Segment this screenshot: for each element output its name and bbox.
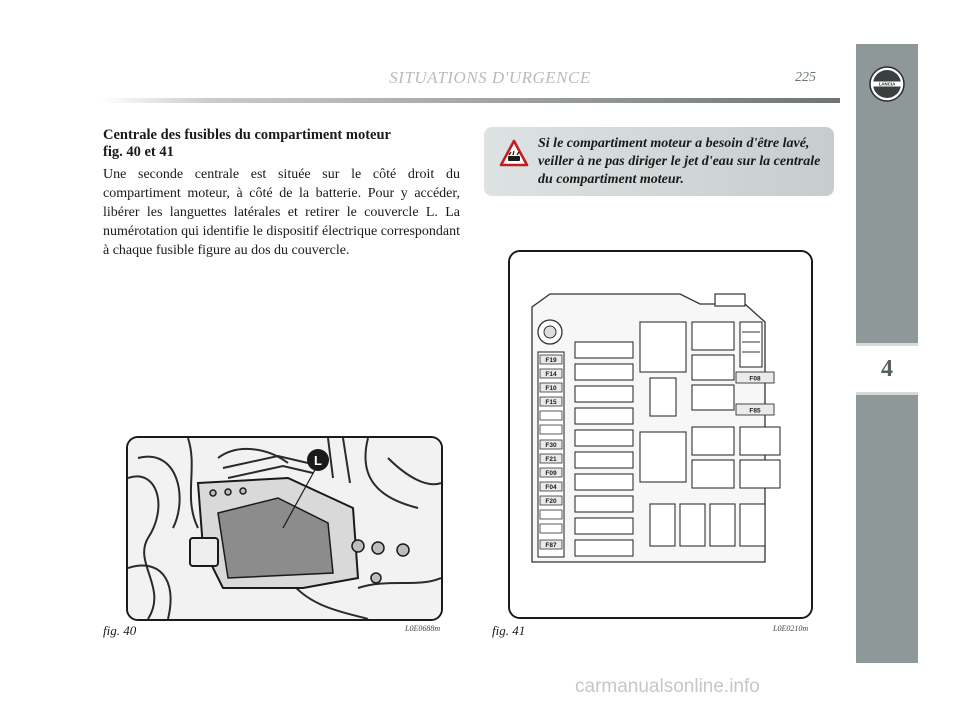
fuse-label: F21 <box>545 456 557 463</box>
fuse-label: F19 <box>545 357 557 364</box>
warning-text: Si le compartiment moteur a besoin d'être lavé, veiller à ne pas diriger le jet d'eau sur la centrale du compartiment moteur. <box>538 136 821 187</box>
fuse-label: F87 <box>545 542 557 549</box>
figure-40-code: L0E0688m <box>405 624 441 633</box>
header-title: SITUATIONS D'URGENCE <box>389 68 591 87</box>
logo-text: LANCIA <box>878 81 896 87</box>
section-heading-line2: fig. 40 et 41 <box>103 144 174 160</box>
figure-40-image <box>126 436 443 621</box>
header-rule <box>100 98 840 103</box>
lancia-logo-icon <box>869 66 905 102</box>
fuse-label: F14 <box>545 371 557 378</box>
fuse-label: F30 <box>545 442 557 449</box>
fuse-label: F20 <box>545 498 557 505</box>
section-heading-line1: Centrale des fusibles du compartiment moteur <box>103 127 391 143</box>
fuse-label: F04 <box>545 484 557 491</box>
page-number: 225 <box>795 70 816 85</box>
fuse-label: F10 <box>545 385 557 392</box>
figure-41-caption: fig. 41 <box>492 623 526 638</box>
section-body: Une seconde centrale est située sur le côté droit du compartiment moteur, à côté de la batterie. Pour y accéder, libérer les languettes latérales et retirer le couvercle L. La numérotation qui identifie le dispositif électrique correspondant à chaque fusible figure au dos du couvercle. <box>103 167 460 258</box>
fuse-label: F09 <box>545 470 557 477</box>
figure-40-caption: fig. 40 <box>103 623 137 638</box>
callout-letter-L: L <box>314 453 322 468</box>
warning-triangle-icon <box>499 139 529 167</box>
section-heading <box>103 127 463 161</box>
fuse-label: F15 <box>545 399 557 406</box>
figure-41-image <box>508 250 813 619</box>
fuse-label-right: F85 <box>749 407 761 415</box>
footer-watermark[interactable]: carmanualsonline.info <box>575 676 760 697</box>
fuse-label-right: F08 <box>749 375 761 383</box>
chapter-number: 4 <box>856 343 918 395</box>
figure-41-code: L0E0210m <box>773 624 809 633</box>
